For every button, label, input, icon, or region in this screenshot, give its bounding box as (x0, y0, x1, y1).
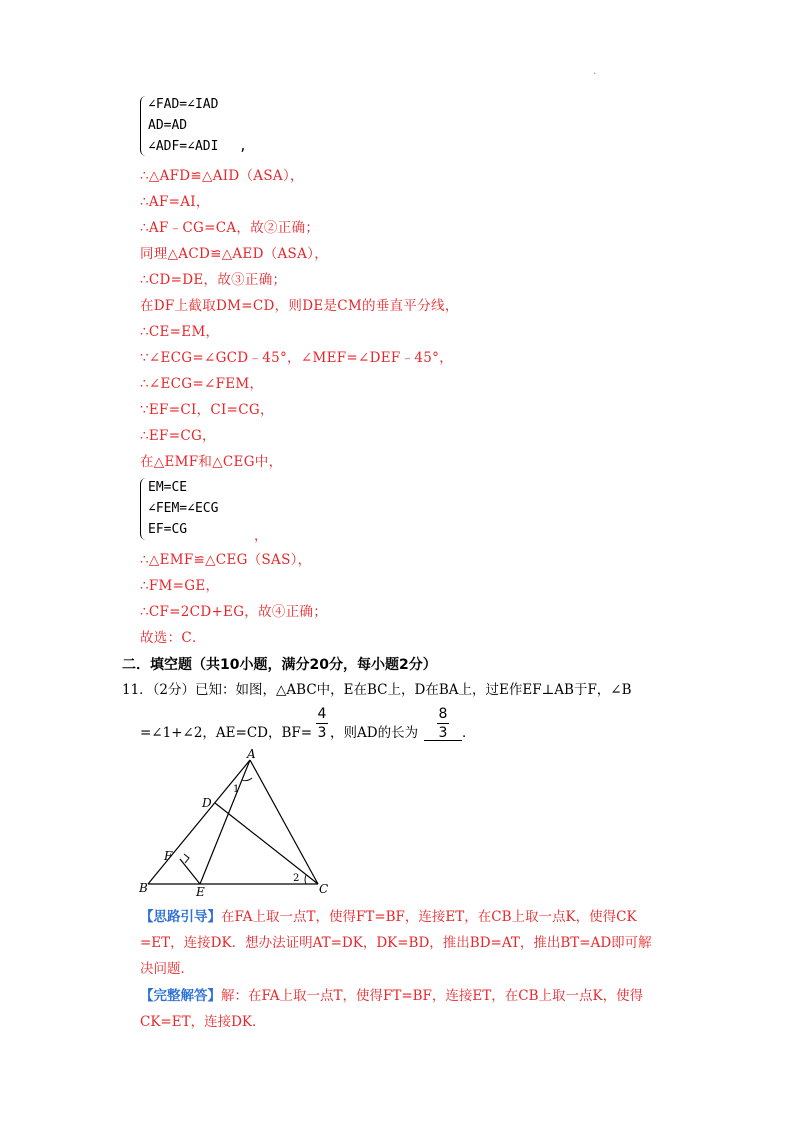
answer-denominator: 3 (438, 725, 448, 741)
hint-text-1: 在FA上取一点T，使得FT=BF，连接ET，在CB上取一点K，使得CK (221, 909, 637, 925)
proof-line: 在DF上截取DM=CD，则DE是CM的垂直平分线， (140, 298, 459, 314)
angle-2-arc (305, 875, 306, 884)
right-angle-mark (184, 854, 189, 863)
proof-line: 故选：C． (140, 630, 206, 646)
proof-line: ∴△EMF≌△CEG（SAS）， (140, 552, 312, 568)
label-a: A (247, 748, 256, 761)
hint-line-2: =ET，连接DK．想办法证明AT=DK，DK=BD，推出BD=AT，推出BT=AD即可解 (140, 935, 652, 951)
segment-ac (250, 760, 318, 884)
question-line-2a: =∠1+∠2，AE=CD，BF= (140, 725, 313, 741)
proof-line: ∵EF=CI，CI=CG， (140, 402, 274, 418)
section-title: 二．填空题（共10小题，满分20分，每小题2分） (122, 657, 437, 673)
system2-trailing: ， (254, 528, 268, 544)
solution-line-2: CK=ET，连接DK． (140, 1014, 266, 1030)
proof-line: ∴CF=2CD+EG，故④正确； (140, 604, 328, 620)
proof-line: ∴CE=EM， (140, 324, 220, 340)
proof-line: 同理△ACD≌△AED（ASA）， (140, 246, 329, 262)
proof-line: ∵∠ECG=∠GCD﹣45°，∠MEF=∠DEF﹣45°， (140, 350, 454, 366)
equation-system-1 (140, 96, 260, 158)
segment-ae (200, 760, 250, 884)
hint-tag: 【思路引导】 (140, 909, 221, 925)
system2-row-2: ∠FEM=∠ECG (148, 501, 219, 516)
answer-fraction (437, 706, 449, 741)
page-tick: . (593, 66, 597, 77)
bf-numerator: 4 (317, 706, 327, 722)
proof-line: ∴△AFD≌△AID（ASA）， (140, 168, 304, 184)
system2-row-1: EM=CE (148, 480, 188, 495)
label-b: B (139, 881, 148, 895)
proof-line: ∴EF=CG， (140, 428, 216, 444)
label-f: F (164, 849, 173, 863)
question-line-2b: ，则AD的长为 (330, 725, 419, 741)
solution-text-1: 解：在FA上取一点T，使得FT=BF，连接ET，在CB上取一点K，使得 (221, 988, 644, 1004)
system1-trailing: , (239, 139, 247, 154)
hint-line-1 (140, 908, 637, 926)
angle-1-arc (242, 778, 252, 781)
solution-tag: 【完整解答】 (140, 988, 221, 1004)
question-line-1: 11．（2分）已知：如图，△ABC中，E在BC上，D在BA上，过E作EF⊥AB于F，∠B (122, 682, 632, 698)
bf-fraction (316, 706, 328, 741)
label-angle-2: 2 (293, 873, 300, 884)
question-line-2c: ． (462, 725, 476, 741)
bf-denominator: 3 (317, 725, 327, 741)
proof-line: ∴CD=DE，故③正确； (140, 272, 287, 288)
answer-numerator: 8 (438, 706, 448, 722)
system1-row-1: ∠FAD=∠IAD (148, 97, 219, 112)
hint-line-3: 决问题． (140, 961, 194, 977)
segment-cd (215, 803, 318, 884)
proof-line: ∴FM=GE， (140, 578, 220, 594)
label-c: C (319, 882, 329, 896)
triangle-figure (136, 748, 346, 898)
proof-line: ∴∠ECG=∠FEM， (140, 376, 264, 392)
segment-ef (180, 859, 200, 884)
proof-line: 在△EMF和△CEG中， (140, 454, 283, 470)
label-d: D (202, 796, 212, 810)
segment-ba (148, 760, 250, 884)
proof-line: ∴AF﹣CG=CA，故②正确； (140, 220, 320, 236)
system1-row-2: AD=AD (148, 118, 188, 133)
system1-row-3: ∠ADF=∠ADI (148, 139, 219, 154)
proof-line: ∴AF=AI， (140, 194, 210, 210)
label-angle-1: 1 (233, 784, 240, 795)
label-e: E (196, 885, 205, 898)
solution-line-1 (140, 987, 643, 1005)
system2-row-3: EF=CG (148, 522, 188, 537)
